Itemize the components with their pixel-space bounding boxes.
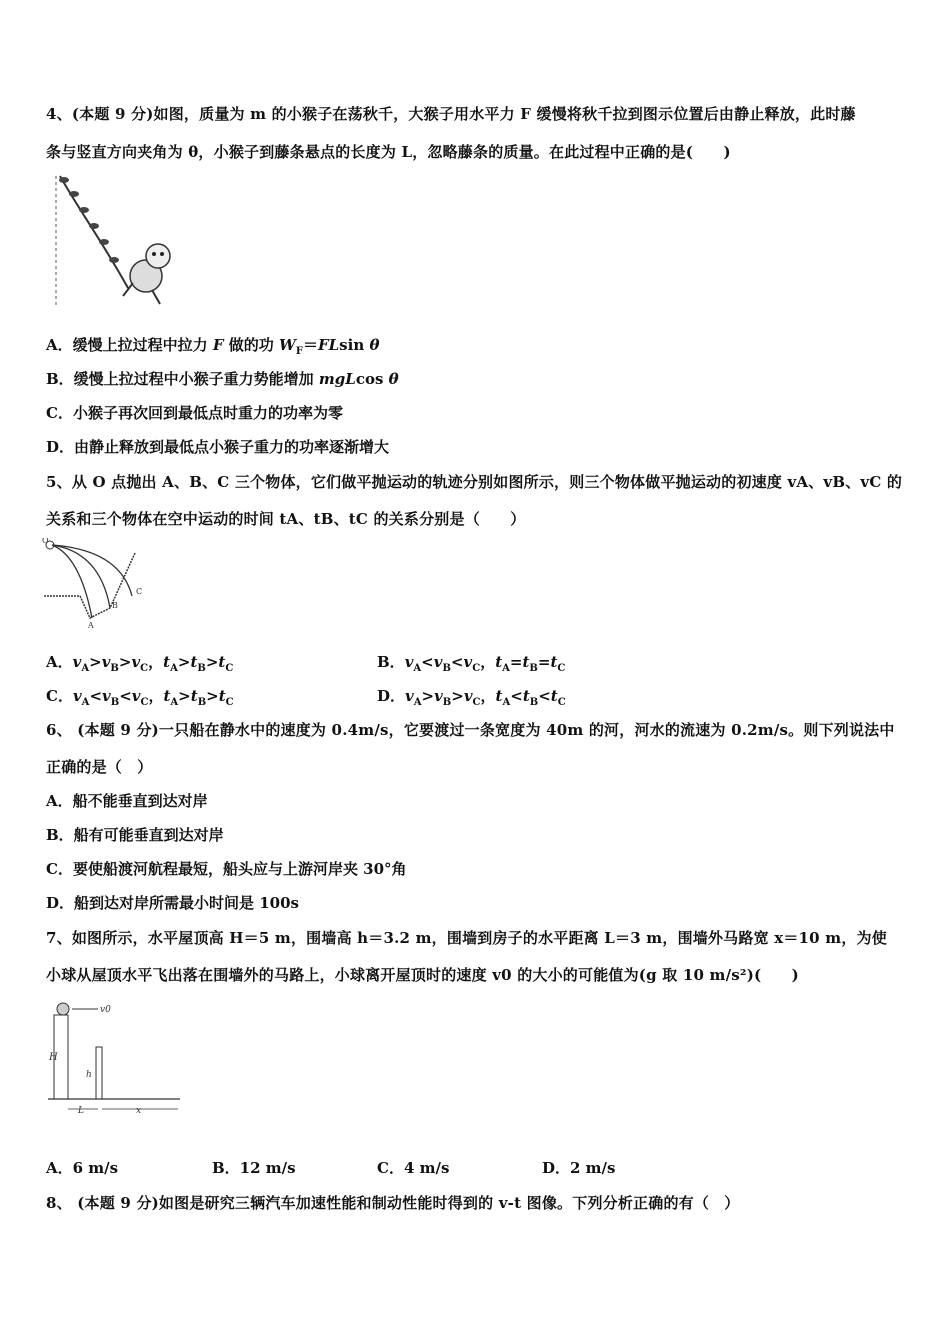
q6-option-d[interactable]: D．船到达对岸所需最小时间是 100s (46, 894, 299, 912)
q7-option-c[interactable]: C．4 m/s (377, 1159, 450, 1177)
q6-option-b[interactable]: B．船有可能垂直到达对岸 (46, 826, 224, 844)
q5-option-c[interactable]: C．$v_A<v_B<v_C$，$t_A>t_B>t_C$ (46, 687, 234, 708)
figure-label-x: x (136, 1106, 142, 1116)
q5-stem-line1: 5、从 O 点抛出 A、B、C 三个物体，它们做平抛运动的轨迹分别如图所示，则三个物体做平抛运动的初速度 vA、vB、vC 的 (46, 473, 903, 491)
q4-option-b[interactable]: B．缓慢上拉过程中小猴子重力势能增加 mgLcos θ (46, 370, 399, 388)
q5-option-b[interactable]: B．$v_A<v_B<v_C$，$t_A=t_B=t_C$ (377, 653, 566, 674)
q5-stem-line2: 关系和三个物体在空中运动的时间 tA、tB、tC 的关系分别是（ ） (46, 510, 526, 528)
q7-option-a[interactable]: A．6 m/s (46, 1159, 119, 1177)
q4-option-a[interactable]: A．缓慢上拉过程中拉力 F 做的功 $W_F=FLsin$ θ (46, 336, 380, 357)
q4-option-d[interactable]: D．由静止释放到最低点小猴子重力的功率逐渐增大 (46, 438, 390, 456)
q7-stem-line1: 7、如图所示，水平屋顶高 H＝5 m，围墙高 h＝3.2 m，围墙到房子的水平距离 L＝3 m，围墙外马路宽 x＝10 m，为使 (46, 929, 887, 947)
figure-label-h: h (86, 1070, 92, 1080)
figure-label-v0: v0 (100, 1005, 111, 1015)
figure-label-o: O (42, 538, 49, 545)
q4-option-c[interactable]: C．小猴子再次回到最低点时重力的功率为零 (46, 404, 343, 422)
q5-option-a[interactable]: A．$v_A>v_B>v_C$，$t_A>t_B>t_C$ (46, 653, 234, 674)
figure-label-b: B (112, 601, 118, 610)
q4-stem-line1: 4、(本题 9 分)如图，质量为 m 的小猴子在荡秋千，大猴子用水平力 F 缓慢将秋千拉到图示位置后由静止释放，此时藤 (46, 105, 856, 123)
q7-option-d[interactable]: D．2 m/s (542, 1159, 616, 1177)
figure-label-H: H (49, 1052, 58, 1063)
q6-option-c[interactable]: C．要使船渡河航程最短，船头应与上游河岸夹 30°角 (46, 860, 407, 878)
projectile-figure (40, 538, 150, 633)
q6-stem-line1: 6、 (本题 9 分)一只船在静水中的速度为 0.4m/s，它要渡过一条宽度为 40m 的河，河水的流速为 0.2m/s。则下列说法中 (46, 721, 895, 739)
q7-option-b[interactable]: B．12 m/s (212, 1159, 296, 1177)
roof-wall-figure (40, 995, 185, 1120)
figure-label-c: C (136, 587, 143, 596)
q5-option-d[interactable]: D．$v_A>v_B>v_C$，$t_A<t_B<t_C$ (377, 687, 566, 708)
q7-stem-line2: 小球从屋顶水平飞出落在围墙外的马路上，小球离开屋顶时的速度 v0 的大小的可能值为(g 取 10 m/s²)( ) (46, 966, 799, 984)
figure-label-L: L (78, 1106, 84, 1116)
monkey-swing-figure (48, 168, 178, 313)
q6-option-a[interactable]: A．船不能垂直到达对岸 (46, 792, 208, 810)
q8-stem-line1: 8、 (本题 9 分)如图是研究三辆汽车加速性能和制动性能时得到的 v-t 图像。下列分析正确的有（ ） (46, 1194, 740, 1212)
q4-stem-line2: 条与竖直方向夹角为 θ，小猴子到藤条悬点的长度为 L，忽略藤条的质量。在此过程中正确的是( ) (46, 143, 731, 161)
q6-stem-line2: 正确的是（ ） (46, 758, 153, 776)
figure-label-a: A (88, 621, 94, 630)
